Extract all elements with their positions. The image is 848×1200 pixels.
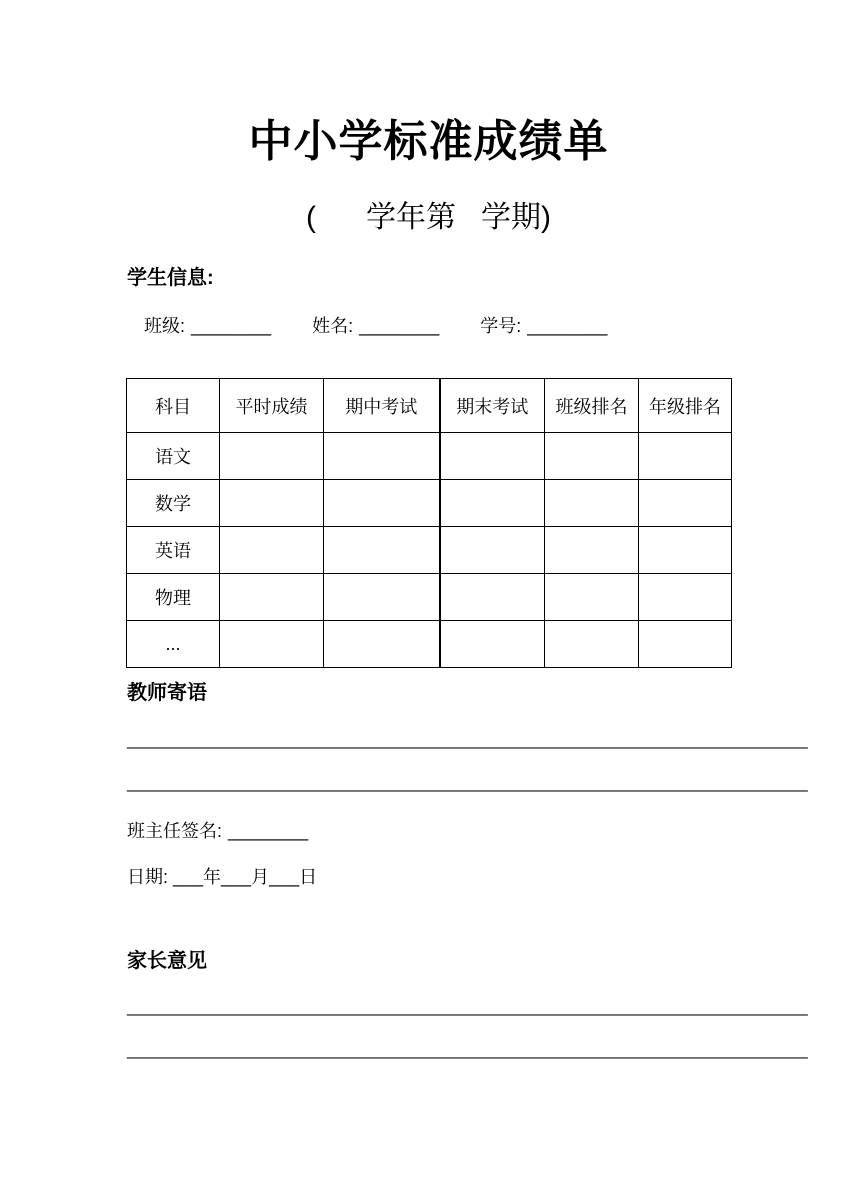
- table-row: [127, 527, 732, 574]
- grade-cell[interactable]: [220, 574, 324, 621]
- grade-cell[interactable]: [545, 480, 639, 527]
- subject-cell-chinese: 语文: [127, 433, 220, 480]
- grade-cell[interactable]: [440, 621, 545, 668]
- grade-cell[interactable]: [639, 527, 732, 574]
- grade-cell[interactable]: [545, 527, 639, 574]
- grade-cell[interactable]: [639, 433, 732, 480]
- teacher-message-line-2[interactable]: ________________________________________________________________________: [127, 773, 808, 792]
- teacher-signature-blank[interactable]: ________: [228, 821, 309, 841]
- date-line[interactable]: 日期: ___年___月___日: [127, 867, 318, 887]
- class-label: 班级:: [144, 316, 186, 336]
- student-info-row: [144, 312, 643, 338]
- header-midterm-exam: 期中考试: [324, 379, 440, 433]
- student-id-field: [480, 316, 607, 336]
- grade-cell[interactable]: [324, 433, 440, 480]
- grade-cell[interactable]: [220, 621, 324, 668]
- grade-cell[interactable]: [324, 574, 440, 621]
- name-label: 姓名:: [312, 316, 354, 336]
- teacher-message-line-1[interactable]: ________________________________________________________________________: [127, 730, 808, 749]
- subject-cell-english: 英语: [127, 527, 220, 574]
- subject-cell-math: 数学: [127, 480, 220, 527]
- name-field: [312, 316, 439, 336]
- table-row: [127, 621, 732, 668]
- grade-cell[interactable]: [639, 480, 732, 527]
- header-regular-score: 平时成绩: [220, 379, 324, 433]
- header-class-rank: 班级排名: [545, 379, 639, 433]
- grade-cell[interactable]: [440, 527, 545, 574]
- table-row: [127, 480, 732, 527]
- grade-cell[interactable]: [220, 480, 324, 527]
- parent-opinion-line-1[interactable]: ________________________________________________________________________: [127, 997, 808, 1016]
- header-subject: 科目: [127, 379, 220, 433]
- grade-cell[interactable]: [440, 574, 545, 621]
- class-field: [144, 316, 271, 336]
- page-title: 中小学标准成绩单: [248, 117, 609, 166]
- parent-opinion-line-2[interactable]: ________________________________________________________________________: [127, 1040, 808, 1059]
- table-row: [127, 574, 732, 621]
- grade-cell[interactable]: [324, 621, 440, 668]
- grade-cell[interactable]: [545, 433, 639, 480]
- grade-cell[interactable]: [639, 574, 732, 621]
- table-row: [127, 433, 732, 480]
- parent-opinion-heading: 家长意见: [127, 950, 207, 972]
- grade-cell[interactable]: [440, 433, 545, 480]
- grade-cell[interactable]: [324, 527, 440, 574]
- grade-cell[interactable]: [545, 621, 639, 668]
- subject-cell-physics: 物理: [127, 574, 220, 621]
- student-info-heading: 学生信息:: [127, 267, 214, 289]
- header-grade-rank: 年级排名: [639, 379, 732, 433]
- teacher-signature-row: [127, 817, 308, 843]
- grades-header-row: [127, 379, 732, 433]
- subject-cell-ellipsis: ...: [127, 621, 220, 668]
- grade-cell[interactable]: [440, 480, 545, 527]
- student-id-blank[interactable]: ________: [527, 316, 608, 336]
- page-subtitle: ( 学年第 学期): [306, 201, 551, 234]
- class-blank[interactable]: ________: [191, 316, 272, 336]
- student-id-label: 学号:: [480, 316, 522, 336]
- grade-cell[interactable]: [324, 480, 440, 527]
- teacher-message-heading: 教师寄语: [127, 682, 207, 704]
- grade-cell[interactable]: [639, 621, 732, 668]
- grade-cell[interactable]: [220, 527, 324, 574]
- teacher-signature-label: 班主任签名:: [127, 821, 223, 841]
- name-blank[interactable]: ________: [359, 316, 440, 336]
- header-final-exam: 期末考试: [440, 379, 545, 433]
- grade-cell[interactable]: [545, 574, 639, 621]
- grade-cell[interactable]: [220, 433, 324, 480]
- grades-table: [126, 378, 732, 668]
